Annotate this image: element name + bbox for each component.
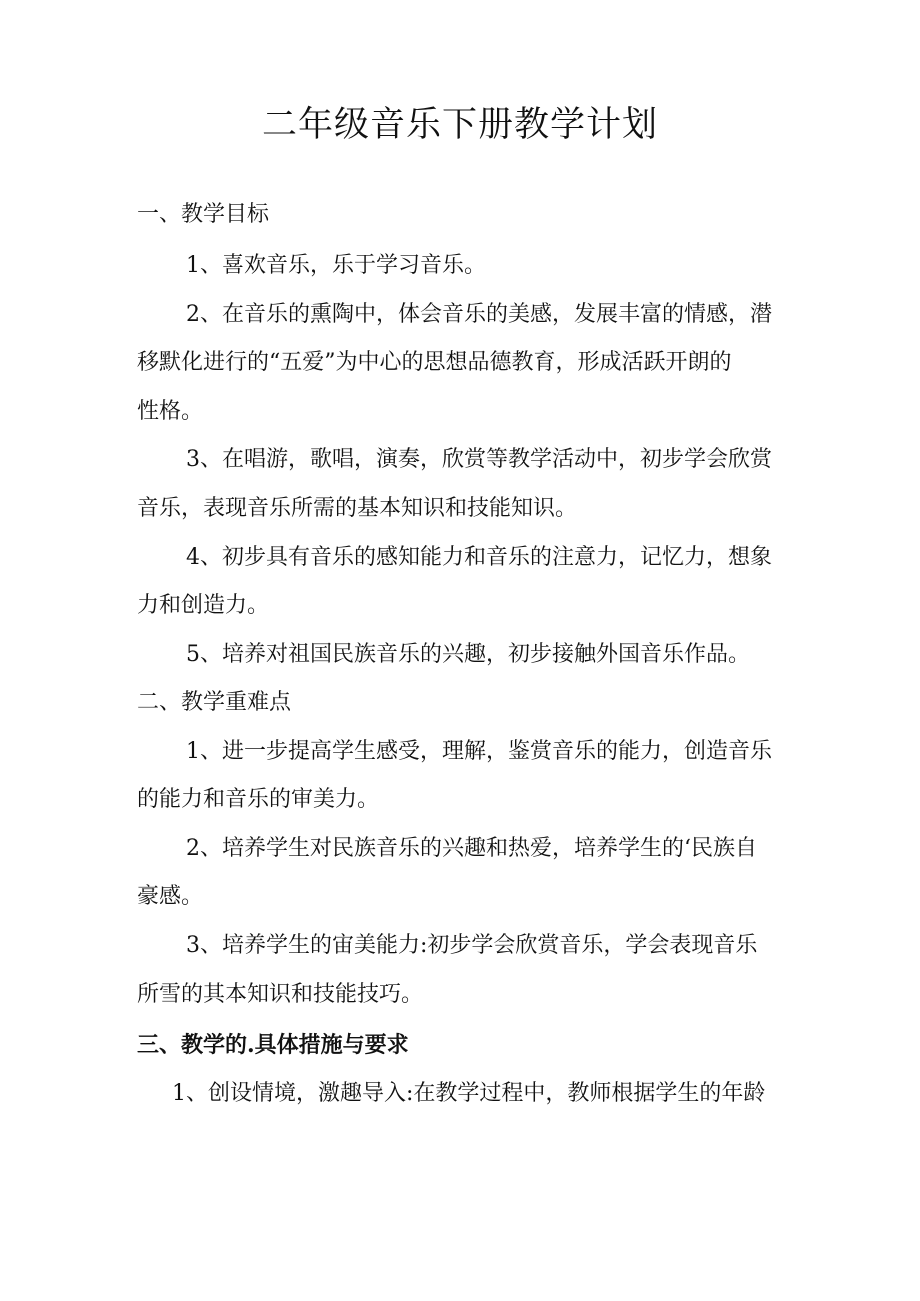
paragraph-line: 1、进一步提高学生感受，理解，鉴赏音乐的能力，创造音乐 <box>186 739 772 764</box>
paragraph-line: 3、在唱游，歌唱，演奏，欣赏等教学活动中，初步学会欣赏 <box>186 447 772 472</box>
paragraph-line: 1、创设情境，激趣导入:在教学过程中，教师根据学生的年龄 <box>172 1081 766 1106</box>
paragraph-line: 3、培养学生的宙美能力:初步学会欣赏音乐，学会表现音乐 <box>186 933 758 958</box>
document-title: 二年级音乐下册教学计划 <box>261 105 658 145</box>
paragraph-line: 所雪的其本知识和技能技巧。 <box>137 982 424 1007</box>
paragraph-line: 豪感。 <box>137 884 204 909</box>
section-heading-measures: 三、教学的.具体措施与要求 <box>137 1032 409 1058</box>
paragraph-line: 1、喜欢音乐，乐于学习音乐。 <box>186 253 486 278</box>
section-heading-key-points: 二、教学重难点 <box>137 690 292 715</box>
paragraph-line: 性格。 <box>137 399 204 424</box>
paragraph-line: 5、培养对祖国民族音乐的兴趣，初步接触外国音乐作品。 <box>186 642 750 667</box>
paragraph-line: 移默化进行的“五爱”为中心的思想品德教育，形成活跃开朗的 <box>137 350 732 375</box>
section-heading-objectives: 一、教学目标 <box>137 202 270 227</box>
paragraph-line: 力和创造力。 <box>137 593 270 618</box>
paragraph-line: 4、初步具有音乐的感知能力和音乐的注意力，记忆力，想象 <box>186 545 772 570</box>
paragraph-line: 2、在音乐的熏陶中，体会音乐的美感，发展丰富的情感，潜 <box>186 302 772 327</box>
paragraph-line: 的能力和音乐的审美力。 <box>137 787 380 812</box>
paragraph-line: 音乐，表现音乐所需的基本知识和技能知识。 <box>137 496 578 521</box>
paragraph-line: 2、培养学生对民族音乐的兴趣和热爱，培养学生的‘民族自 <box>186 836 757 861</box>
